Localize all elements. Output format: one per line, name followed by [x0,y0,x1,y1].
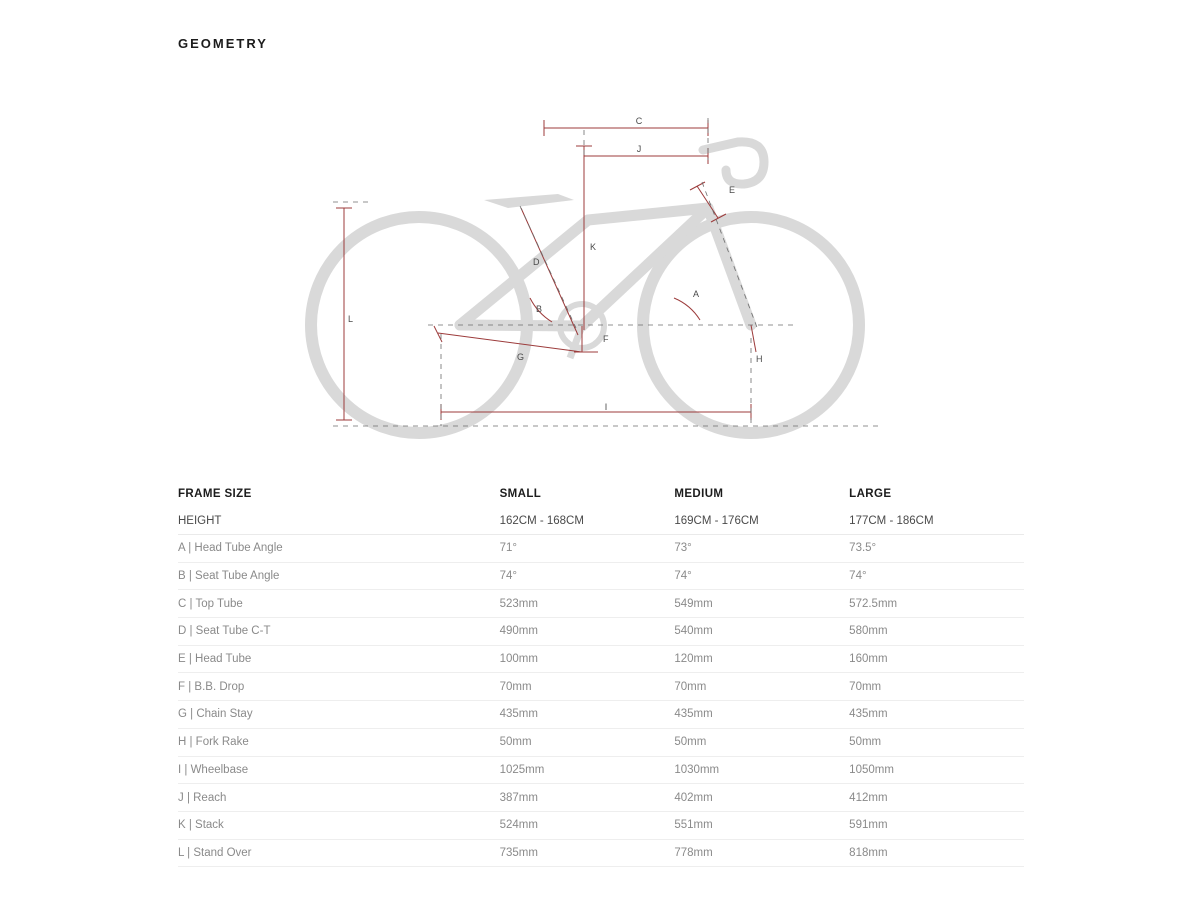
cell-medium: 73° [674,535,849,563]
label-C: C [635,116,643,126]
cell-small: 50mm [500,728,675,756]
cell-large: 50mm [849,728,1024,756]
height-large: 177CM - 186CM [849,507,1024,535]
table-row [178,756,1024,784]
table-row [178,645,1024,673]
label-I: I [604,402,608,412]
cell-large: 435mm [849,701,1024,729]
table-row [178,811,1024,839]
cell-large: 70mm [849,673,1024,701]
row-label-height: HEIGHT [178,507,500,535]
cell-small: 524mm [500,811,675,839]
table-row [178,590,1024,618]
cell-medium: 70mm [674,673,849,701]
table-row [178,784,1024,812]
cell-medium: 778mm [674,839,849,867]
table-row-height [178,507,1024,535]
geometry-table [178,480,1024,867]
column-header-frame-size: FRAME SIZE [178,487,252,500]
page-title: GEOMETRY [178,36,268,51]
cell-small: 735mm [500,839,675,867]
row-label: H | Fork Rake [178,728,500,756]
label-K: K [590,242,597,252]
cell-medium: 74° [674,562,849,590]
cell-small: 435mm [500,701,675,729]
column-header-small: SMALL [499,487,542,500]
cell-small: 70mm [500,673,675,701]
table-row [178,839,1024,867]
row-label: B | Seat Tube Angle [178,562,500,590]
cell-large: 591mm [849,811,1024,839]
cell-large: 818mm [849,839,1024,867]
label-L: L [348,314,354,324]
cell-small: 1025mm [500,756,675,784]
cell-medium: 402mm [674,784,849,812]
cell-medium: 540mm [674,618,849,646]
bike-silhouette [311,142,859,433]
column-header-large: LARGE [849,487,892,500]
label-A: A [693,289,700,299]
cell-small: 74° [500,562,675,590]
label-D: D [533,257,540,267]
label-E: E [729,185,736,195]
cell-medium: 549mm [674,590,849,618]
cell-medium: 551mm [674,811,849,839]
table-header-row [178,480,1024,507]
row-label: C | Top Tube [178,590,500,618]
label-J: J [636,144,642,154]
cell-medium: 1030mm [674,756,849,784]
diagram-labels [348,116,763,412]
label-B: B [536,304,543,314]
column-header-medium: MEDIUM [674,487,724,500]
table-row [178,618,1024,646]
bike-geometry-diagram [178,90,1024,460]
label-H: H [756,354,763,364]
cell-large: 580mm [849,618,1024,646]
table-row [178,701,1024,729]
cell-large: 74° [849,562,1024,590]
cell-small: 523mm [500,590,675,618]
cell-small: 100mm [500,645,675,673]
row-label: L | Stand Over [178,839,500,867]
table-row [178,673,1024,701]
guide-lines [333,118,878,426]
row-label: K | Stack [178,811,500,839]
row-label: E | Head Tube [178,645,500,673]
row-label: I | Wheelbase [178,756,500,784]
label-G: G [517,352,525,362]
cell-medium: 120mm [674,645,849,673]
row-label: F | B.B. Drop [178,673,500,701]
table-row [178,535,1024,563]
cell-small: 387mm [500,784,675,812]
row-label: A | Head Tube Angle [178,535,500,563]
cell-large: 412mm [849,784,1024,812]
row-label: D | Seat Tube C-T [178,618,500,646]
cell-large: 160mm [849,645,1024,673]
cell-large: 73.5° [849,535,1024,563]
cell-large: 572.5mm [849,590,1024,618]
cell-large: 1050mm [849,756,1024,784]
row-label: J | Reach [178,784,500,812]
cell-medium: 435mm [674,701,849,729]
measurement-lines [336,120,756,420]
row-label: G | Chain Stay [178,701,500,729]
table-row [178,562,1024,590]
height-small: 162CM - 168CM [500,507,675,535]
label-F: F [603,334,609,344]
cell-small: 490mm [500,618,675,646]
height-medium: 169CM - 176CM [674,507,849,535]
table-row [178,728,1024,756]
cell-small: 71° [500,535,675,563]
cell-medium: 50mm [674,728,849,756]
